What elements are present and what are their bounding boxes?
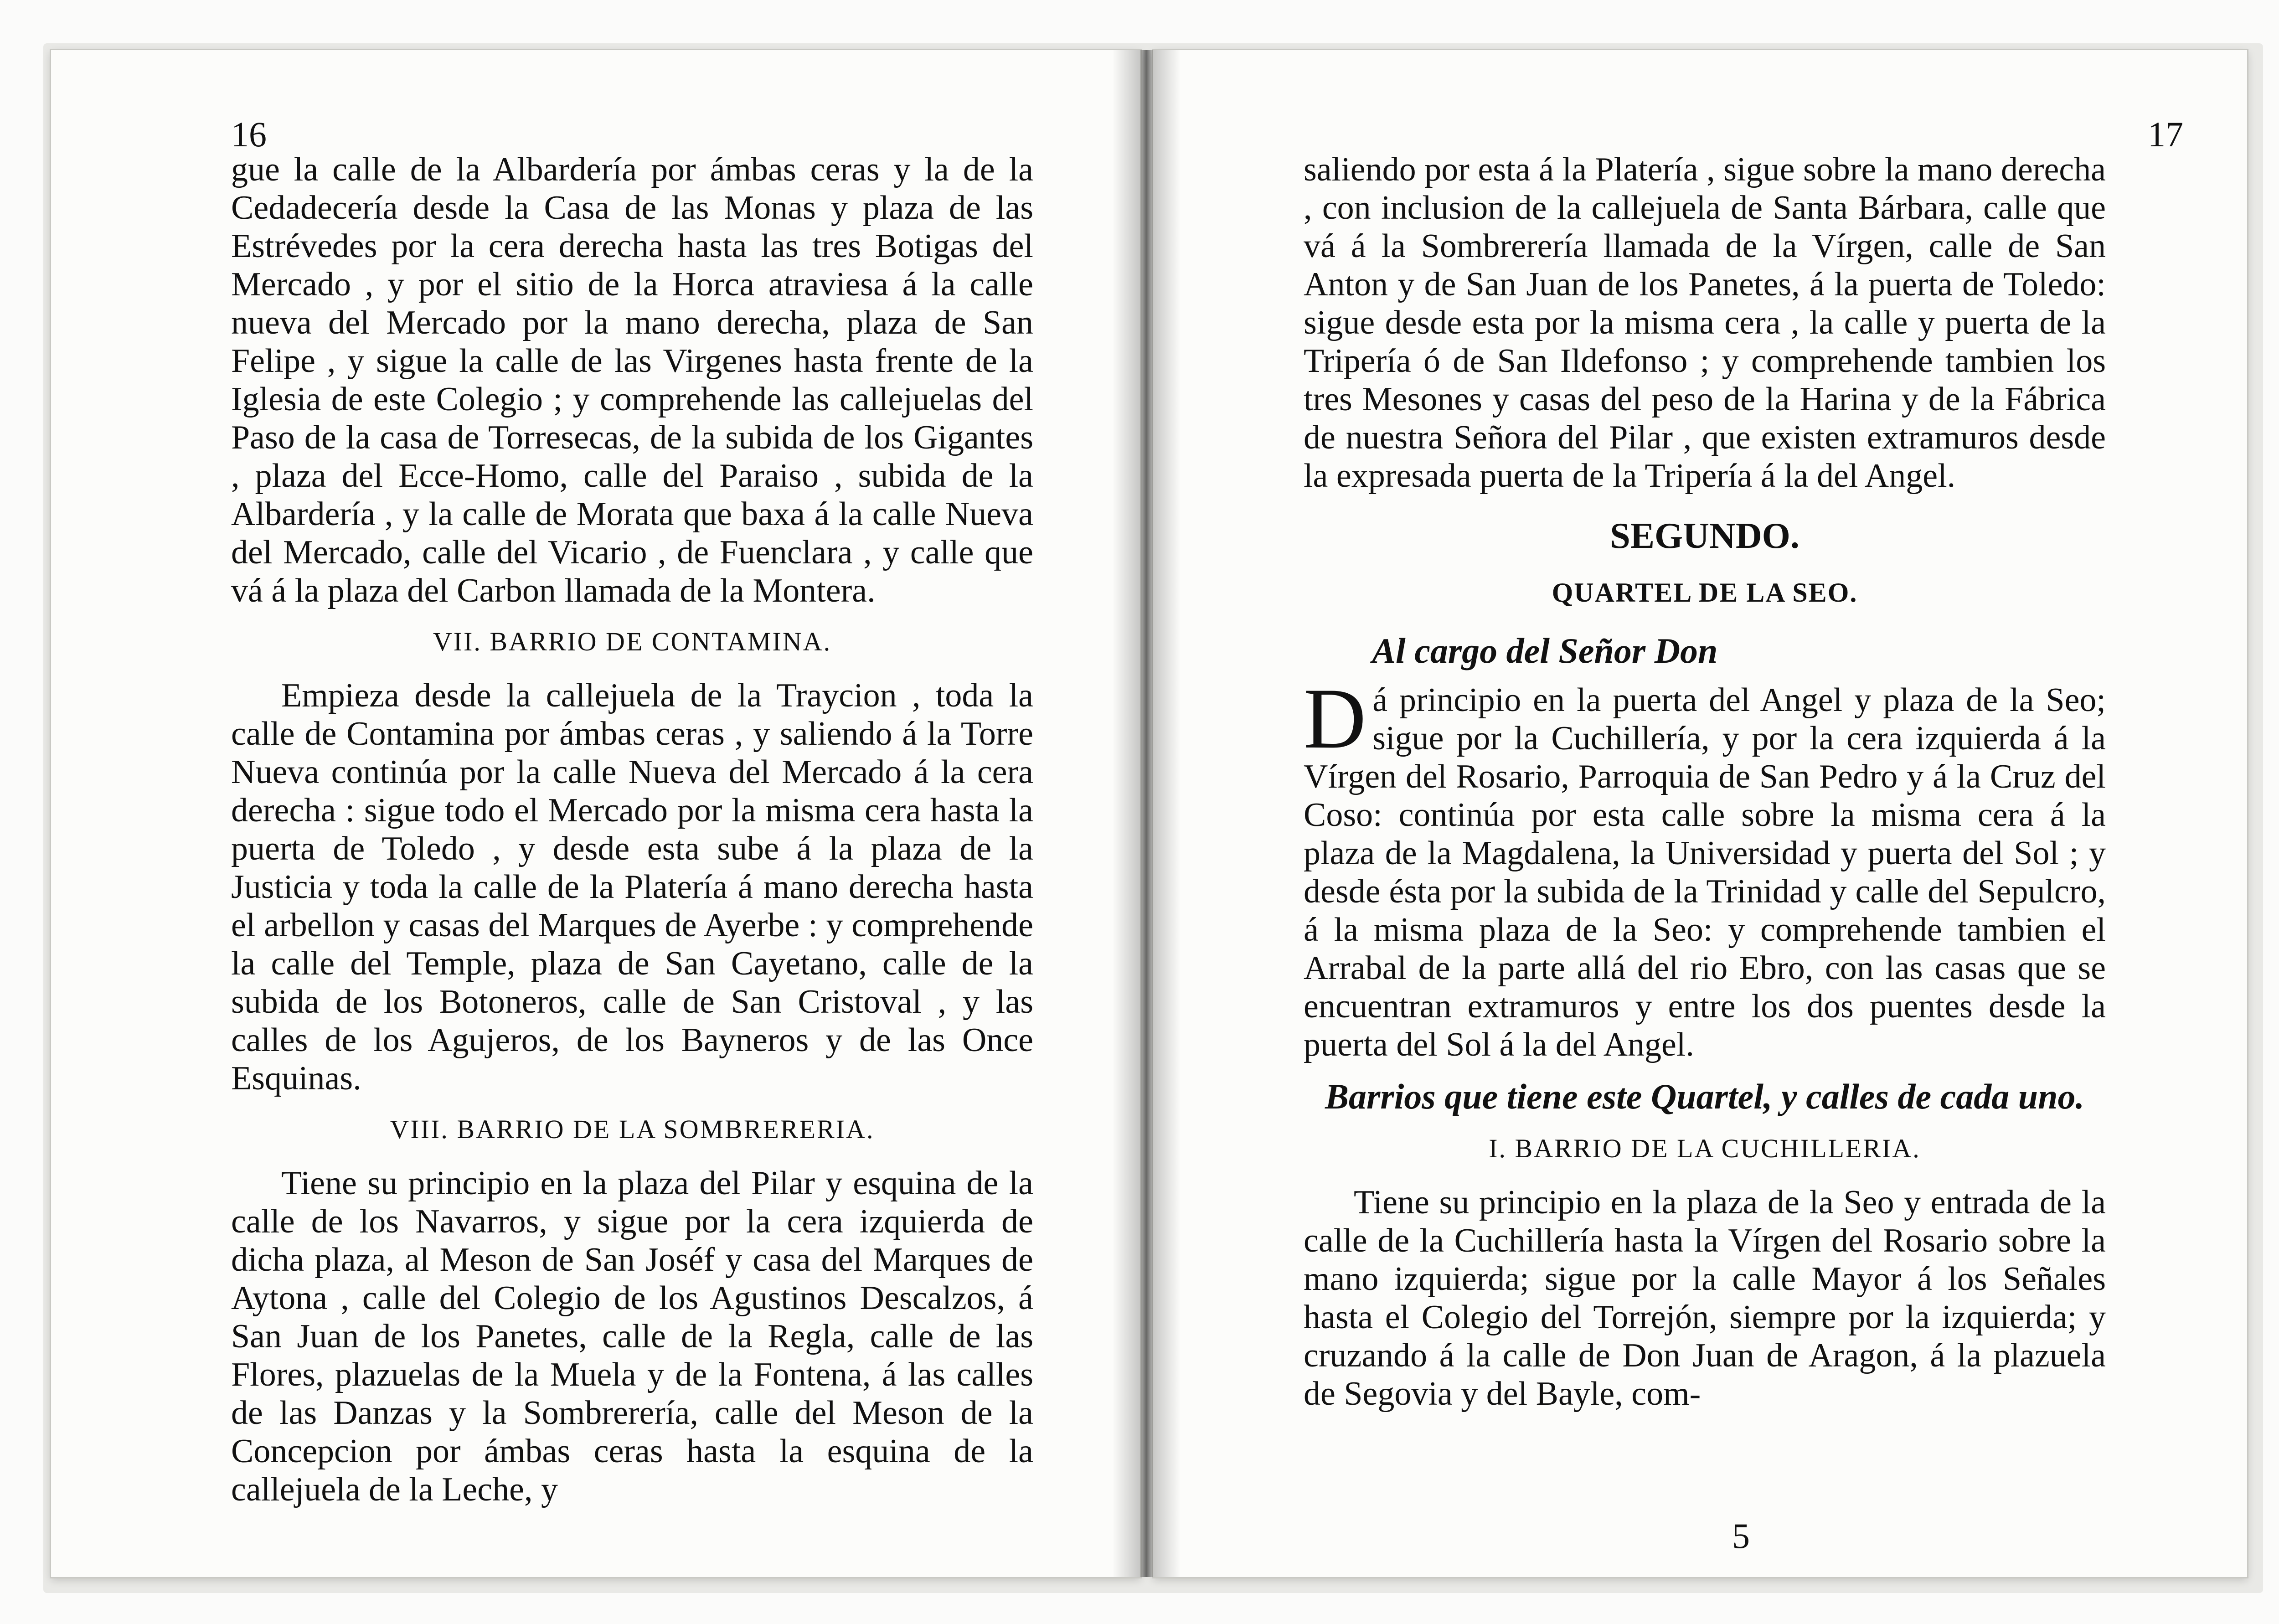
main-paragraph-container xyxy=(1304,671,2106,1064)
left-page-number: 16 xyxy=(231,114,267,154)
left-page xyxy=(51,50,1140,1577)
left-intro-paragraph: gue la calle de la Albardería por ámbas ceras y la de la Cedadecería desde la Casa de las Monas y plaza de las Estrévedes por la cera derecha hasta las tres Botigas del Mercado , y por el sitio de la Horca atraviesa á la calle nueva del Mercado por la mano derecha, plaza de San Felipe , y sigue la calle de las Virgenes hasta frente de la Iglesia de este Colegio ; y comprehende las callejuelas del Paso de la casa de Torresecas, de la subida de los Gigantes , plaza del Ecce-Homo, calle del Paraiso , subida de la Albardería , y la calle de Morata que baxa á la calle Nueva del Mercado, calle del Vicario , de Fuenclara , y calle que vá á la plaza del Carbon llamada de la Montera. xyxy=(231,151,1033,609)
section-i-heading: I. BARRIO DE LA CUCHILLERIA. xyxy=(1489,1134,1921,1163)
left-text-block xyxy=(231,150,1033,1509)
barrios-heading: Barrios que tiene este Quartel, y calles de cada uno. xyxy=(1325,1077,2085,1116)
al-cargo-line: Al cargo del Señor Don xyxy=(1372,631,1718,670)
section-vii-heading: VII. BARRIO DE CONTAMINA. xyxy=(433,627,832,656)
right-intro-paragraph: saliendo por esta á la Platería , sigue sobre la mano derecha , con inclusion de la callejuela de Santa Bárbara, calle que vá á la Sombrerería llamada de la Vírgen, calle de San Anton y de San Juan de los Panetes, á la puerta de Toledo: sigue desde esta por la misma cera , la calle y puerta de la Tripería ó de San Ildefonso ; y comprehende tambien los tres Mesones y casas del peso de la Harina y de la Fábrica de nuestra Señora del Pilar , que existen extramuros desde la expresada puerta de la Tripería á la del Angel. xyxy=(1304,151,2106,495)
section-viii-heading: VIII. BARRIO DE LA SOMBRERERIA. xyxy=(390,1114,875,1144)
right-page-number: 17 xyxy=(2148,114,2183,154)
section-viii-text: Tiene su principio en la plaza del Pilar y esquina de la calle de los Navarros, y sigue por la cera izquierda de dicha plaza, al Meson de San Joséf y casa del Marques de Aytona , calle del Colegio de los Agustinos Descalzos, á San Juan de los Panetes, calle de la Regla, calle de las Flores, plazuelas de la Muela y de la Fontena, á las calles de las Danzas y la Sombrerería, calle del Meson de la Concepcion por ámbas ceras hasta la esquina de la callejuela de la Leche, y xyxy=(231,1165,1033,1508)
signature-mark: 5 xyxy=(1732,1516,1750,1556)
book-gutter xyxy=(1112,50,1181,1577)
right-page xyxy=(1153,50,2247,1577)
main-paragraph: á principio en la puerta del Angel y plaza de la Seo; sigue por la Cuchillería, y por la cera izquierda á la Vírgen del Rosario, Parroquia de San Pedro y á la Cruz del Coso: continúa por esta calle sobre la misma cera á la plaza de la Magdalena, la Universidad y puerta del Sol ; y desde ésta por la subida de la Trinidad y calle del Sepulcro, á la misma plaza de la Seo: y comprehende tambien el Arrabal de la parte allá del rio Ebro, con las casas que se encuentran extramuros y entre los dos puentes desde la puerta del Sol á la del Angel. xyxy=(1304,681,2106,1063)
heading-segundo: SEGUNDO. xyxy=(1610,516,1799,556)
section-i-text: Tiene su principio en la plaza de la Seo y entrada de la calle de la Cuchillería hasta la Vírgen del Rosario sobre la mano izquierda; sigue por la calle Mayor á los Señales hasta el Colegio del Torrejón, siempre por la izquierda; y cruzando á la calle de Don Juan de Aragon, á la plazuela de Segovia y del Bayle, com- xyxy=(1304,1184,2106,1413)
right-text-block xyxy=(1304,150,2106,1413)
heading-quartel: QUARTEL DE LA SEO. xyxy=(1552,577,1858,608)
dropcap-letter: D xyxy=(1304,671,1366,767)
section-vii-text: Empieza desde la callejuela de la Traycion , toda la calle de Contamina por ámbas ceras , y saliendo á la Torre Nueva continúa por la calle Nueva del Mercado á la cera derecha : sigue todo el Mercado por la misma cera hasta la puerta de Toledo , y desde esta sube á la plaza de la Justicia y toda la calle de la Platería á mano derecha hasta el arbellon y casas del Marques de Ayerbe : y comprehende la calle del Temple, plaza de San Cayetano, calle de la subida de los Botoneros, calle de San Cristoval , y las calles de los Agujeros, de los Bayneros y de las Once Esquinas. xyxy=(231,677,1033,1097)
